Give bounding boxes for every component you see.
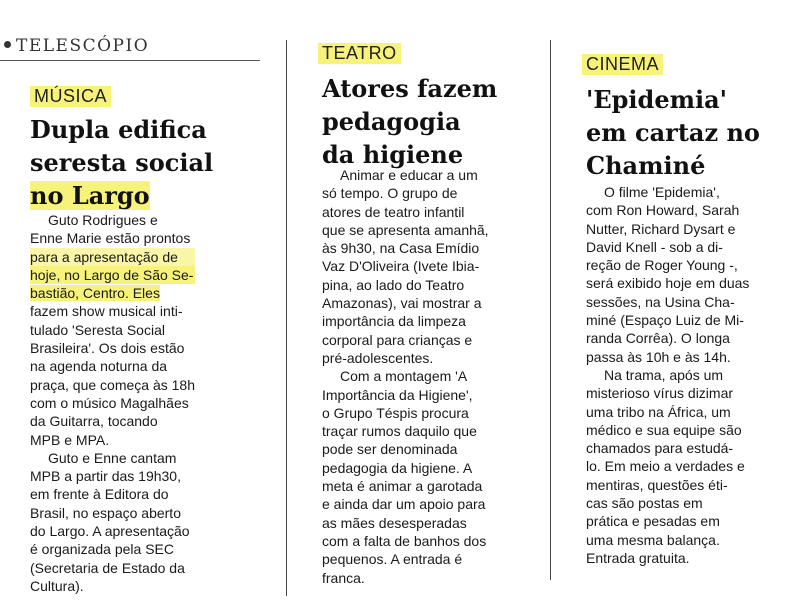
- headline-line: da higiene: [322, 140, 464, 169]
- headline: [30, 113, 213, 212]
- headline-line: [30, 179, 213, 212]
- body-line: sessões, na Usina Cha-: [586, 293, 735, 310]
- article-musica: [28, 0, 238, 616]
- body-line: mentiras, questões éti-: [586, 476, 728, 493]
- body-line: pré-adolescentes.: [322, 349, 434, 366]
- body-line: [30, 284, 195, 302]
- headline-line: em cartaz no: [586, 118, 760, 147]
- body-line: pode ser denominada: [322, 441, 458, 458]
- body-line: misterioso vírus dizimar: [586, 385, 734, 402]
- body-line: chamados para estudá-: [586, 440, 734, 457]
- headline-line: seresta social: [30, 148, 214, 177]
- body-line: uma tribo na África, um: [586, 403, 731, 420]
- body-line: com Ron Howard, Sarah: [586, 202, 740, 219]
- body-line: médico e sua equipe são: [586, 421, 742, 438]
- body-line: MPB e MPA.: [30, 431, 110, 448]
- bullet-icon: [4, 41, 11, 48]
- body-line: passa às 10h e às 14h.: [586, 348, 731, 365]
- body-line: da Guitarra, tocando: [30, 413, 158, 430]
- body-line: corporal para crianças e: [322, 331, 473, 348]
- headline: [586, 83, 760, 182]
- body-line: franca.: [322, 569, 365, 586]
- body-line: pina, ao lado do Teatro: [322, 276, 465, 293]
- body-line: do Largo. A apresentação: [30, 523, 190, 540]
- body-line: pedagogia da higiene. A: [322, 459, 473, 476]
- article-teatro: [318, 0, 518, 616]
- body-line: importância da limpeza: [322, 313, 466, 330]
- column-divider: [550, 40, 551, 580]
- body-line: hoje, no Largo de São Se-: [30, 266, 194, 283]
- body-line: pequenos. A entrada é: [322, 551, 463, 568]
- body-line: e ainda dar um apoio para: [322, 496, 486, 513]
- body-line: Vaz D'Oliveira (Ivete Ibia-: [322, 258, 480, 275]
- body-line: Animar e educar a um: [340, 167, 478, 183]
- body-line: miné (Espaço Luiz de Mi-: [586, 312, 744, 329]
- body-line: Importância da Higiene',: [322, 386, 473, 403]
- body-line: David Knell - sob a di-: [586, 238, 723, 255]
- category-label: CINEMA: [582, 54, 663, 75]
- body-line: para a apresentação de: [30, 248, 195, 266]
- body-line: MPB a partir das 19h30,: [30, 468, 181, 485]
- body-line: Nutter, Richard Dysart e: [586, 220, 736, 237]
- headline-highlight: no Largo: [30, 181, 150, 210]
- body-line: Enne Marie estão prontos: [30, 230, 191, 247]
- body-line: Brasil, no espaço aberto: [30, 504, 181, 521]
- body-line: lo. Em meio a verdades e: [586, 458, 745, 475]
- body-line: reção de Roger Young -,: [586, 257, 738, 274]
- body-line: praça, que começa às 18h: [30, 376, 195, 393]
- body-line: meta é animar a garotada: [322, 478, 483, 495]
- body-line: Entrada gratuita.: [586, 549, 690, 566]
- body-line: randa Corrêa). O longa: [586, 330, 730, 347]
- body-line: fazem show musical inti-: [30, 303, 183, 320]
- headline: [322, 72, 497, 171]
- category-label: MÚSICA: [30, 86, 111, 107]
- body-line: só tempo. O grupo de: [322, 185, 458, 202]
- body-line: Brasileira'. Os dois estão: [30, 340, 185, 357]
- body-line: é organizada pela SEC: [30, 541, 174, 558]
- headline-line: 'Epidemia': [586, 85, 727, 114]
- body-line: as mães desesperadas: [322, 514, 467, 531]
- article-body: [322, 166, 489, 587]
- article-body: [586, 183, 749, 567]
- headline-line: Atores fazem: [322, 74, 498, 103]
- section-title: TELESCÓPIO: [16, 36, 150, 56]
- body-highlight: bastião, Centro. Eles: [30, 285, 160, 302]
- headline-line: pedagogia: [322, 107, 461, 136]
- body-line: Na trama, após um: [604, 366, 724, 383]
- headline-line: Chaminé: [586, 151, 706, 180]
- body-line: na agenda noturna da: [30, 358, 168, 375]
- body-line: o Grupo Téspis procura: [322, 404, 469, 421]
- body-line: com o músico Magalhães: [30, 394, 189, 411]
- body-line: tulado 'Seresta Social: [30, 321, 165, 338]
- body-line: será exibido hoje em duas: [586, 275, 750, 292]
- body-line: Com a montagem 'A: [340, 368, 468, 385]
- body-line: prática e pesadas em: [586, 513, 720, 530]
- body-line: atores de teatro infantil: [322, 203, 465, 220]
- body-line: que se apresenta amanhã,: [322, 221, 489, 238]
- body-line: em frente à Editora do: [30, 486, 169, 503]
- article-cinema: [580, 0, 780, 616]
- column-divider: [286, 40, 287, 596]
- headline-line: Dupla edifica: [30, 115, 207, 144]
- body-line: às 9h30, na Casa Emídio: [322, 240, 480, 257]
- body-line: Guto Rodrigues e: [48, 212, 158, 228]
- article-body: [30, 211, 195, 595]
- body-line: uma mesma balança.: [586, 531, 720, 548]
- body-line: (Secretaria de Estado da: [30, 559, 185, 576]
- body-line: traçar rumos daquilo que: [322, 423, 477, 440]
- body-line: cas são postas em: [586, 495, 703, 512]
- category-label: TEATRO: [318, 43, 401, 64]
- body-line: Guto e Enne cantam: [48, 449, 177, 466]
- body-line: O filme 'Epidemia',: [604, 184, 720, 200]
- body-line: com a falta de banhos dos: [322, 532, 487, 549]
- body-line: Cultura).: [30, 577, 84, 594]
- body-line: Amazonas), vai mostrar a: [322, 295, 482, 312]
